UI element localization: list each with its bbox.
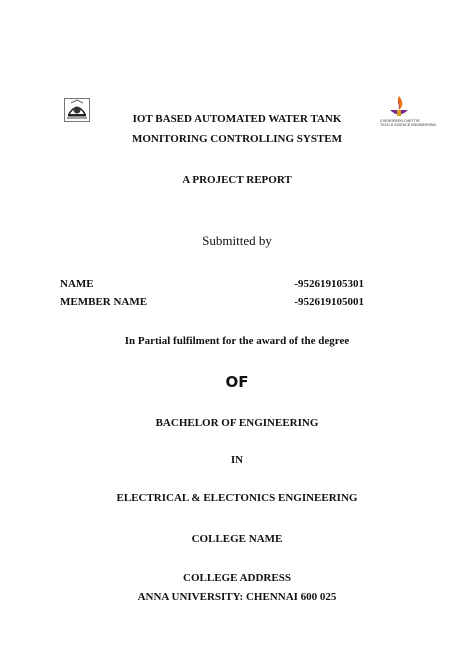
member-id: -952619105001 [294, 296, 364, 308]
college-name: COLLEGE NAME [191, 533, 283, 545]
member-label: NAME [60, 278, 94, 290]
member-label: MEMBER NAME [60, 296, 148, 308]
university-name: ANNA UNIVERSITY: CHENNAI 600 025 [137, 591, 337, 603]
report-type: A PROJECT REPORT [182, 174, 292, 186]
in-text: IN [230, 454, 244, 466]
college-logo-caption-line1: EVERGREEN CHETTIR [380, 119, 420, 123]
of-text: OF [225, 373, 249, 391]
title-line-2: MONITORING CONTROLLING SYSTEM [131, 133, 343, 145]
member-id: -952619105301 [294, 278, 364, 290]
degree-name: BACHELOR OF ENGINEERING [155, 417, 319, 429]
partial-fulfilment-text: In Partial fulfilment for the award of the degree [124, 335, 350, 347]
college-address: COLLEGE ADDRESS [183, 572, 291, 584]
submitted-by: Submitted by [202, 233, 272, 248]
college-logo-caption-line2: TECH & SCIENCE ENGINEERING [380, 123, 437, 127]
title-line-1: IOT BASED AUTOMATED WATER TANK [132, 113, 342, 125]
branch-name: ELECTRICAL & ELECTONICS ENGINEERING [116, 492, 358, 504]
